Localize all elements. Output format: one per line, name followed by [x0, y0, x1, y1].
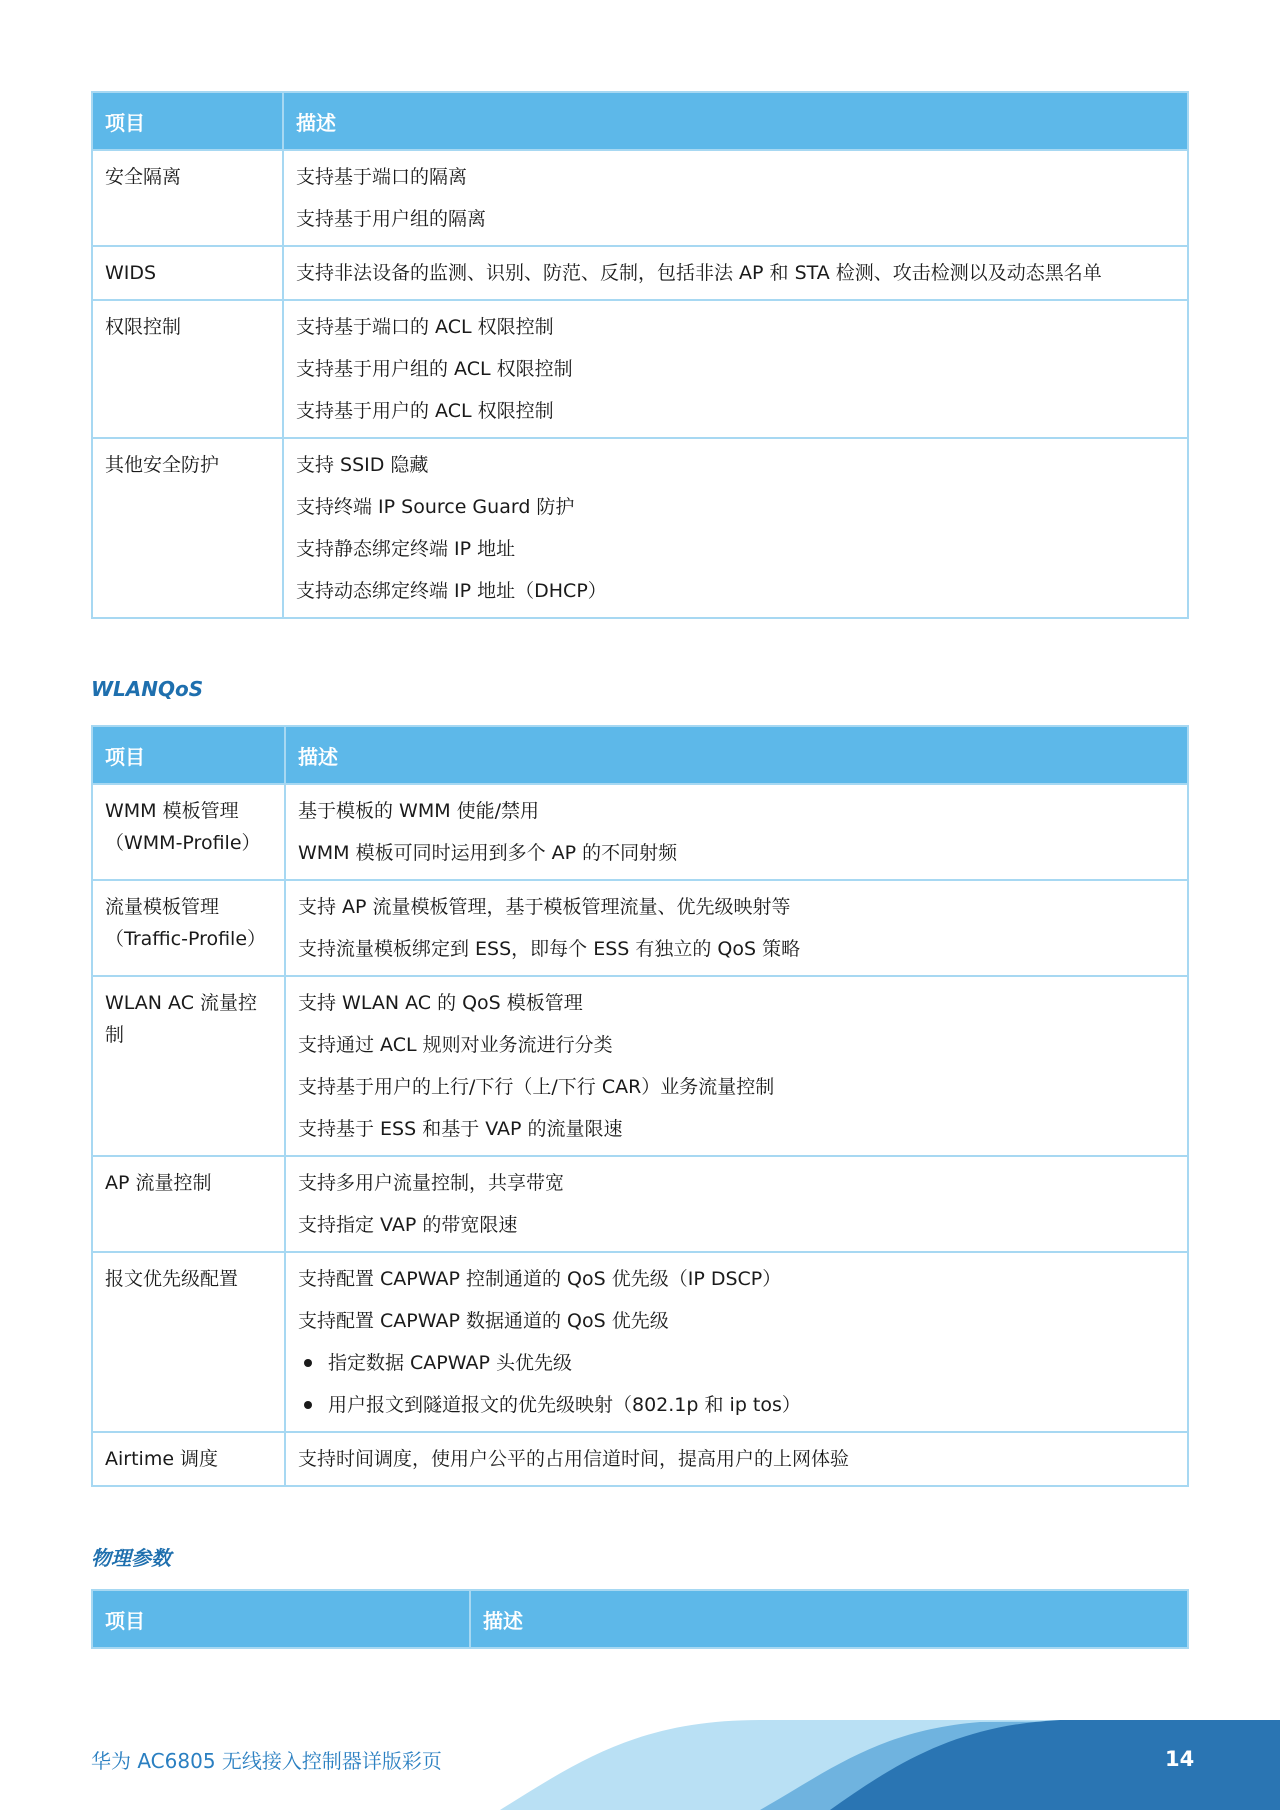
table-header-row: [92, 726, 1188, 784]
header-description: 描述: [285, 726, 1188, 784]
page-number: 14: [1165, 1747, 1195, 1771]
row-item: WIDS: [92, 246, 283, 300]
table-header-row: [92, 92, 1188, 150]
table-row: [92, 1156, 1188, 1252]
row-description: 支持基于端口的隔离 支持基于用户组的隔离: [283, 150, 1188, 246]
table-row: [92, 300, 1188, 438]
row-item: Airtime 调度: [92, 1432, 285, 1486]
row-description: 支持 SSID 隐藏 支持终端 IP Source Guard 防护 支持静态绑定终端 IP 地址 支持动态绑定终端 IP 地址（DHCP）: [283, 438, 1188, 618]
header-item: 项目: [92, 726, 285, 784]
header-item: 项目: [92, 1590, 470, 1648]
table-row: [92, 438, 1188, 618]
row-item: 安全隔离: [92, 150, 283, 246]
bullet-item: 指定数据 CAPWAP 头优先级: [298, 1347, 1175, 1389]
row-item: 权限控制: [92, 300, 283, 438]
table-header-row: [92, 1590, 1188, 1648]
footer-document-title: 华为 AC6805 无线接入控制器详版彩页: [91, 1749, 442, 1773]
bullet-item: 用户报文到隧道报文的优先级映射（802.1p 和 ip tos）: [298, 1389, 1175, 1421]
row-item: 流量模板管理 （Traffic-Profile）: [92, 880, 285, 976]
header-description: 描述: [470, 1590, 1188, 1648]
table-row: [92, 246, 1188, 300]
row-description: 支持 WLAN AC 的 QoS 模板管理 支持通过 ACL 规则对业务流进行分类 支持基于用户的上行/下行（上/下行 CAR）业务流量控制 支持基于 ESS 和基于 VAP 的流量限速: [285, 976, 1188, 1156]
row-item: WMM 模板管理 （WMM-Profile）: [92, 784, 285, 880]
row-item: 其他安全防护: [92, 438, 283, 618]
row-item: AP 流量控制: [92, 1156, 285, 1252]
table-row: [92, 1252, 1188, 1432]
section-title-physical: 物理参数: [91, 1546, 171, 1570]
section-title-wlanqos: WLANQoS: [91, 677, 204, 701]
row-description: 支持基于端口的 ACL 权限控制 支持基于用户组的 ACL 权限控制 支持基于用户的 ACL 权限控制: [283, 300, 1188, 438]
security-table: [91, 91, 1189, 619]
wlanqos-table: [91, 725, 1189, 1487]
row-description: 支持配置 CAPWAP 控制通道的 QoS 优先级（IP DSCP） 支持配置 CAPWAP 数据通道的 QoS 优先级 指定数据 CAPWAP 头优先级 用户报文到隧道报文的优先级映射（802.1p 和 ip tos）: [285, 1252, 1188, 1432]
table-row: [92, 976, 1188, 1156]
header-description: 描述: [283, 92, 1188, 150]
row-description: 支持多用户流量控制，共享带宽 支持指定 VAP 的带宽限速: [285, 1156, 1188, 1252]
table-row: [92, 880, 1188, 976]
row-description: 支持非法设备的监测、识别、防范、反制，包括非法 AP 和 STA 检测、攻击检测以及动态黑名单: [283, 246, 1188, 300]
row-description: 支持时间调度，使用户公平的占用信道时间，提高用户的上网体验: [285, 1432, 1188, 1486]
header-item: 项目: [92, 92, 283, 150]
row-description: 基于模板的 WMM 使能/禁用 WMM 模板可同时运用到多个 AP 的不同射频: [285, 784, 1188, 880]
table-row: [92, 784, 1188, 880]
row-description: 支持 AP 流量模板管理，基于模板管理流量、优先级映射等 支持流量模板绑定到 ESS，即每个 ESS 有独立的 QoS 策略: [285, 880, 1188, 976]
row-item: 报文优先级配置: [92, 1252, 285, 1432]
physical-table: [91, 1589, 1189, 1649]
table-row: [92, 150, 1188, 246]
table-row: [92, 1432, 1188, 1486]
row-item: WLAN AC 流量控 制: [92, 976, 285, 1156]
